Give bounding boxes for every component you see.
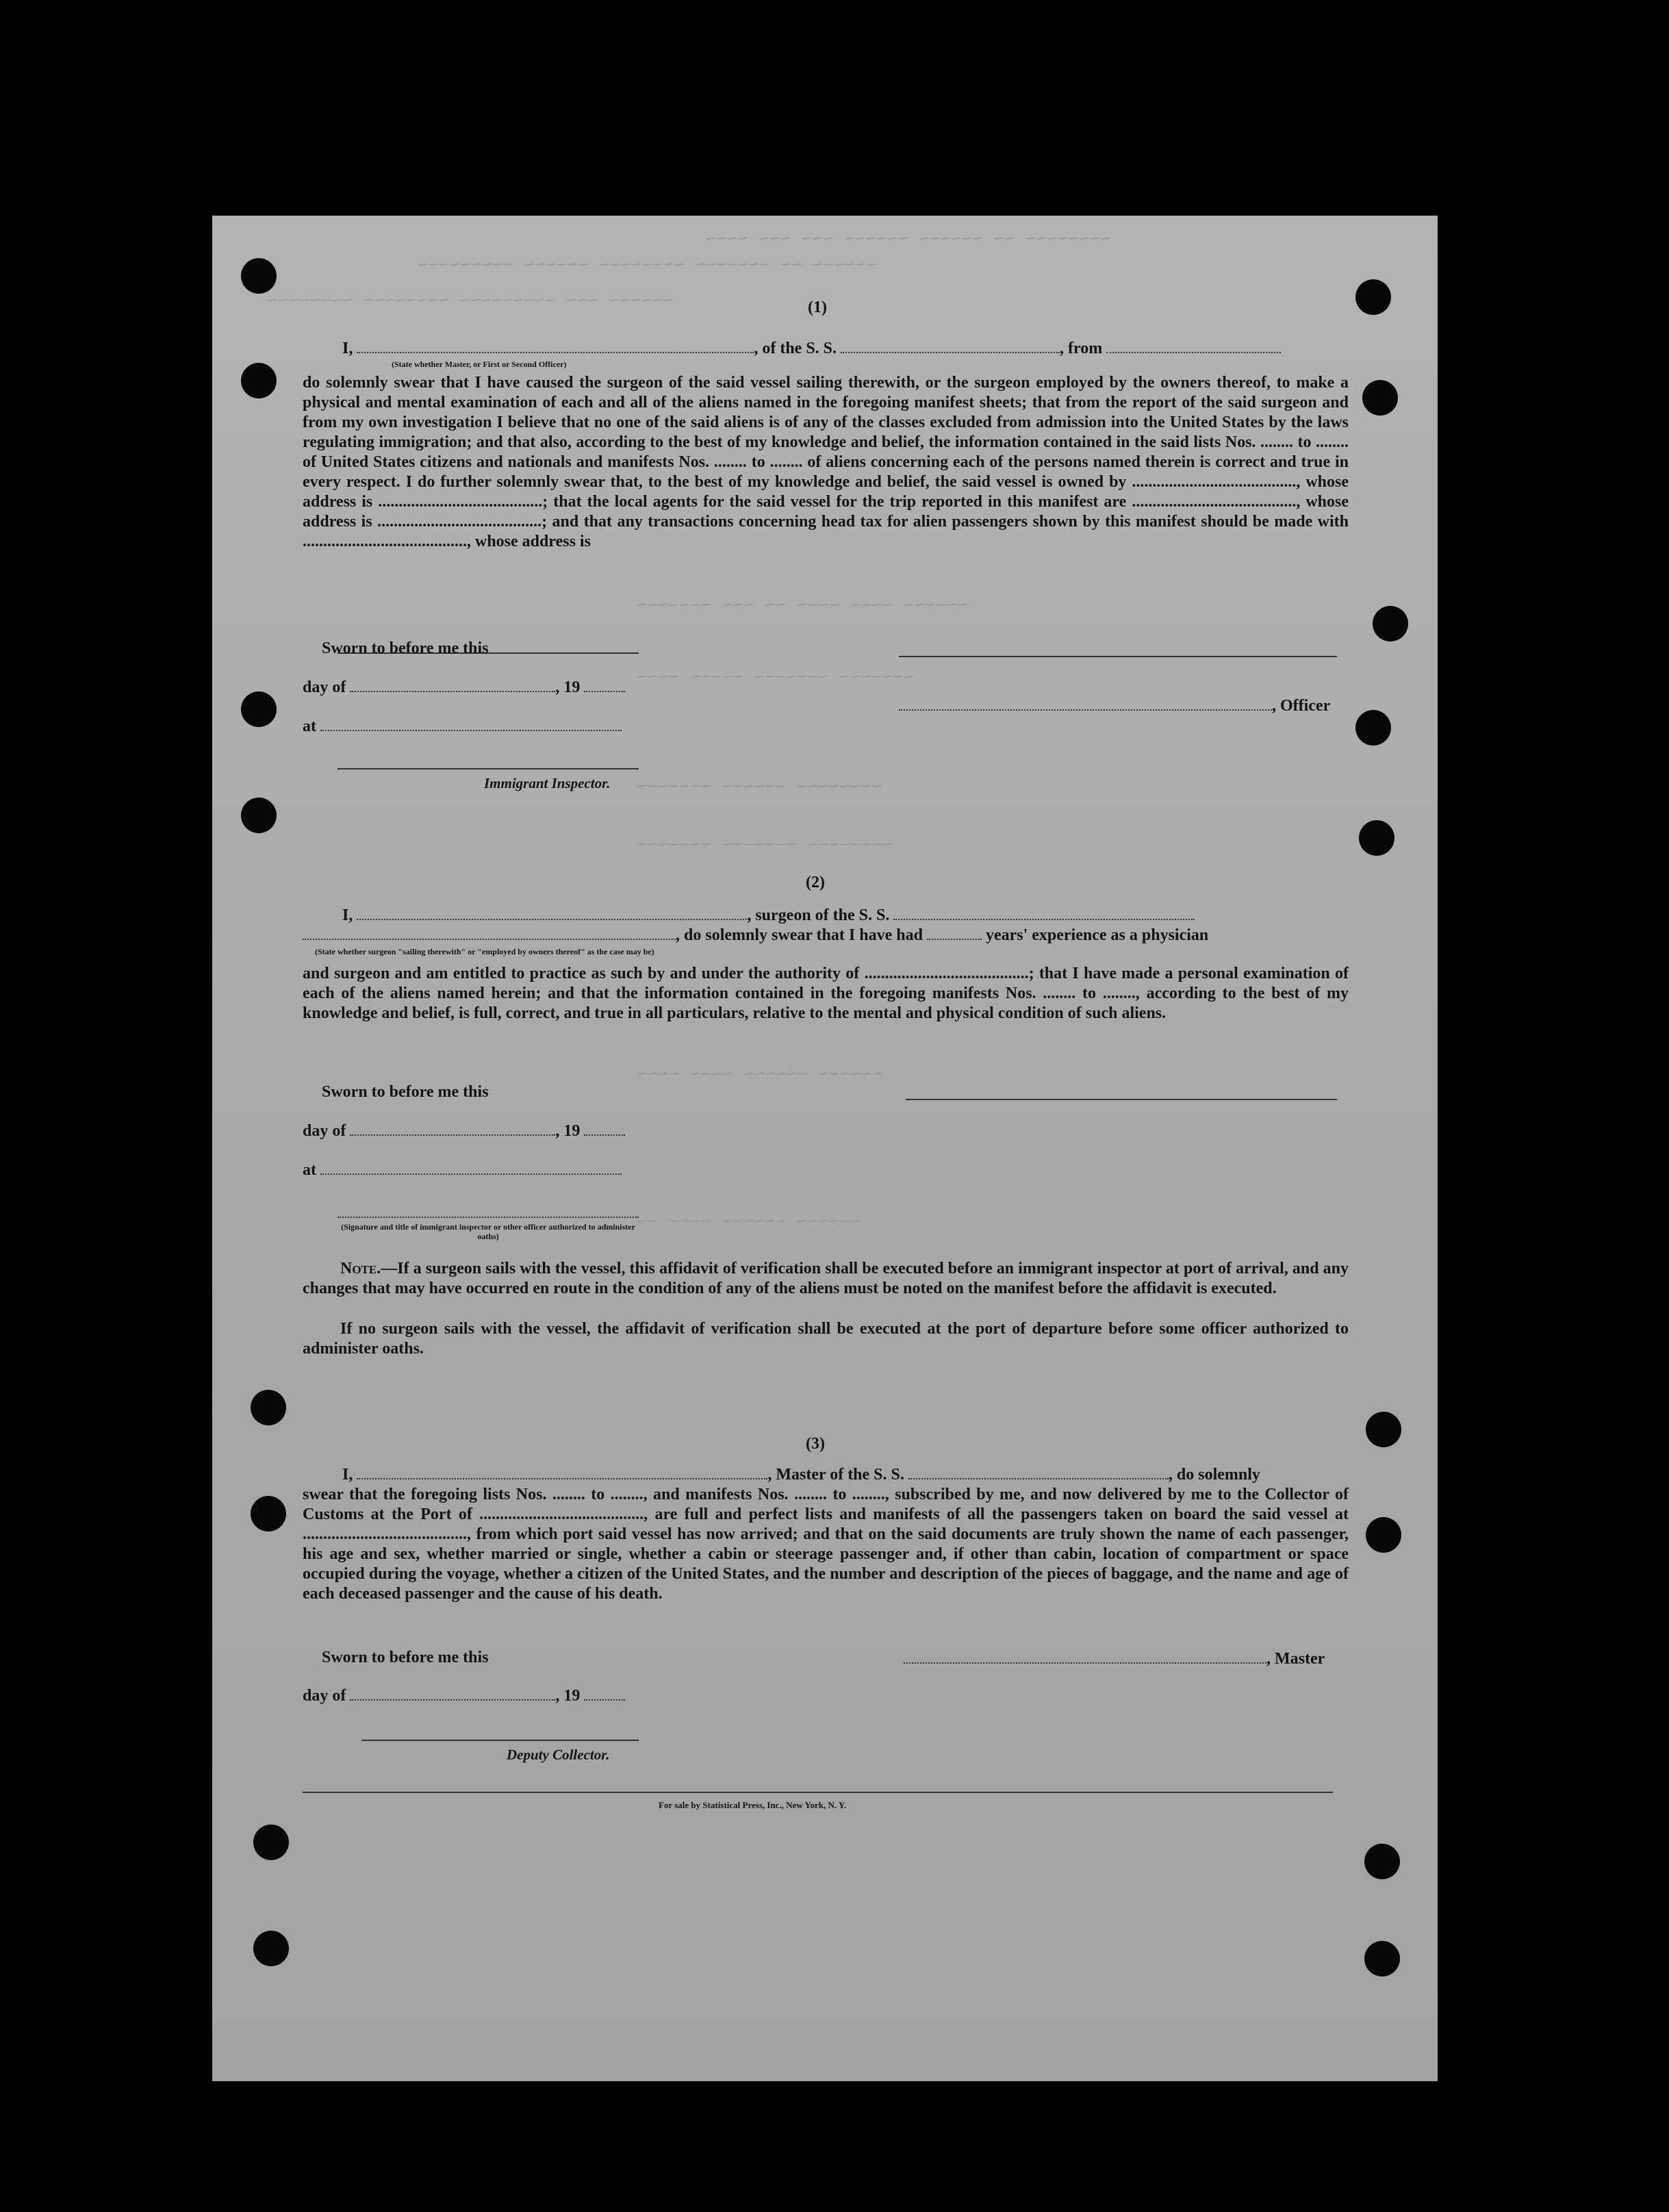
sworn-label: Sworn to before me this bbox=[322, 1083, 489, 1101]
punch-hole bbox=[1364, 1844, 1400, 1879]
bleed-through-text: ~~~~~~ ~~~ ~~~~~~~~~ ~~~~~~~~ ~~~~~~~~ bbox=[267, 291, 673, 312]
section-2-heading: (2) bbox=[806, 874, 825, 891]
bleed-through-text: ~~~~~~ ~~ ~~~~~~~ ~~~~~~~~ ~~~~~~ ~~~~~~~~~ bbox=[418, 255, 877, 276]
caption-master: (State whether Master, or First or Second Officer) bbox=[392, 359, 567, 369]
section-1-body: do solemnly swear that I have caused the surgeon of the said vessel sailing therewith, or the surgeon employed by the owners thereof, to make a physical and mental examination of each and all of the aliens named in the foregoing manifest sheets; that from the report of the said surgeon and from my own investigation I believe that no one of the said aliens is of any of the classes excluded from admission into the United States by the laws regulating immigration; and that also, according to the best of my knowledge and belief, the information contained in the said lists Nos. ........ to ........ of United States citizens and nationals and manifests Nos. ........ to ........ of aliens concerning each of the persons named therein is correct and true in every respect. I do further solemnly swear that, to the best of my knowledge and belief, the said vessel is owned by ........................................, whose address is ........................................; that the local agents for the said vessel for the trip reported in this manifest are ........................................, whose address is ........................................; and that any transactions concerning head tax for alien passengers shown by this manifest should be made with ........................................, whose address is bbox=[303, 374, 1349, 550]
master-row: , Master bbox=[904, 1649, 1325, 1669]
day-of-row: day of , 19 bbox=[303, 1121, 625, 1141]
section-2-body: and surgeon and am entitled to practice as such by and under the authority of ........................................; that I have made a personal examination of each of the aliens named herein; and that the information contained in the foregoing manifests Nos. ........ to ........, according to the best of my knowledge and belief, is full, correct, and true in all particulars, relative to the mental and physical condition of such aliens. bbox=[303, 965, 1349, 1022]
inspector-signature-line bbox=[337, 768, 639, 770]
punch-hole bbox=[253, 1931, 289, 1966]
punch-hole bbox=[1355, 279, 1391, 315]
punch-hole bbox=[251, 1390, 286, 1425]
punch-hole bbox=[1364, 1941, 1400, 1976]
footer-divider bbox=[303, 1792, 1333, 1793]
section-3-body: swear that the foregoing lists Nos. ........ to ........, and manifests Nos. ........ to ........, subscribed by me, and now delivered by me to the Collector of Customs at the Port of ........................................, are full and perfect lists and manifests of all the passengers taken on board the said vessel at ........................................, from which port said vessel has now arrived; and that on the said documents are truly shown the name of each passenger, his age and sex, whether married or single, whether a cabin or steerage passenger and, if other than cabin, location of compartment or space occupied during the voyage, whether a citizen of the United States, and the number and description of the pieces of baggage, and the name and age of each deceased passenger and the cause of his death. bbox=[303, 1486, 1349, 1603]
day-of-row: day of , 19 bbox=[303, 678, 625, 698]
at-row: at bbox=[303, 717, 622, 737]
punch-hole bbox=[251, 1496, 286, 1531]
bleed-through-text: ~~~~~~ ~~~~~~ ~~~~ ~~ bbox=[637, 1212, 861, 1232]
signature-dotted-line bbox=[337, 1217, 639, 1218]
bleed-through-text: ~~~~~~~~ ~~~~~~~ ~~~~~~~ bbox=[637, 835, 893, 856]
caption-signature: (Signature and title of immigrant inspector or other officer authorized to administer oaths) bbox=[341, 1222, 635, 1241]
sworn-label: Sworn to before me this bbox=[322, 639, 489, 657]
deputy-collector-label: Deputy Collector. bbox=[507, 1746, 610, 1763]
note-lead: Note. bbox=[340, 1260, 381, 1277]
punch-hole bbox=[1366, 1412, 1401, 1447]
punch-hole bbox=[241, 258, 277, 294]
punch-hole bbox=[241, 363, 277, 398]
publisher-line: For sale by Statistical Press, Inc., New York, N. Y. bbox=[659, 1800, 847, 1810]
bleed-through-text: ~~~~~~ ~~~~ ~~~~ ~~ ~~~ ~~~~~~~ bbox=[637, 596, 968, 616]
bleed-through-text: ~~~~~~ ~~~~~~ ~~~~ ~~~~ bbox=[637, 1065, 882, 1085]
section-1-oath-line: I, , of the S. S. , from bbox=[342, 339, 1281, 359]
section-2-experience-line: , do solemnly swear that I have had years' experience as a physician bbox=[303, 926, 1208, 945]
punch-hole bbox=[1366, 1517, 1401, 1553]
punch-hole bbox=[241, 798, 277, 833]
manifest-page bbox=[212, 216, 1438, 2081]
bleed-through-text: ~~~~~~~ ~~~~~~~ ~~~~~ ~~~~ bbox=[637, 668, 915, 688]
punch-hole bbox=[1359, 820, 1394, 856]
punch-hole bbox=[1362, 380, 1398, 416]
section-3-oath-line: I, , Master of the S. S. , do solemnly bbox=[342, 1466, 1260, 1484]
collector-signature-line bbox=[361, 1740, 639, 1741]
officer-row: , Officer bbox=[899, 696, 1330, 716]
bleed-through-text: ~~~~~~~~ ~~ ~~~~~~ ~~~~~~ ~~~ ~~~ ~~~~ bbox=[705, 229, 1111, 250]
surgeon-signature-line bbox=[906, 1099, 1337, 1100]
punch-hole bbox=[253, 1825, 289, 1860]
bleed-through-text: ~~~~~~~~ ~~~~~~ ~~~~~~~ bbox=[637, 777, 882, 798]
at-row: at bbox=[303, 1160, 622, 1180]
punch-hole bbox=[1373, 606, 1408, 641]
note-paragraph-2: If no surgeon sails with the vessel, the affidavit of verification shall be executed at the port of departure before some officer authorized to administer oaths. bbox=[303, 1320, 1349, 1358]
sworn-label: Sworn to before me this bbox=[322, 1649, 489, 1666]
punch-hole bbox=[1355, 710, 1391, 746]
punch-hole bbox=[241, 691, 277, 727]
section-1-heading: (1) bbox=[808, 298, 827, 316]
caption-surgeon: (State whether surgeon "sailing therewith" or "employed by owners thereof" as the case may be) bbox=[315, 947, 654, 956]
immigrant-inspector-label: Immigrant Inspector. bbox=[484, 775, 611, 791]
section-2-oath-line: I, , surgeon of the S. S. bbox=[342, 906, 1195, 926]
note-paragraph-1: Note.—If a surgeon sails with the vessel, this affidavit of verification shall be executed before an immigrant inspector at port of arrival, and any changes that may have occurred en route in the condition of any of the aliens must be noted on the manifest before the affidavit is executed. bbox=[303, 1260, 1349, 1297]
officer-top-line bbox=[899, 656, 1337, 657]
section-3-heading: (3) bbox=[806, 1435, 825, 1453]
day-of-row: day of , 19 bbox=[303, 1686, 625, 1706]
